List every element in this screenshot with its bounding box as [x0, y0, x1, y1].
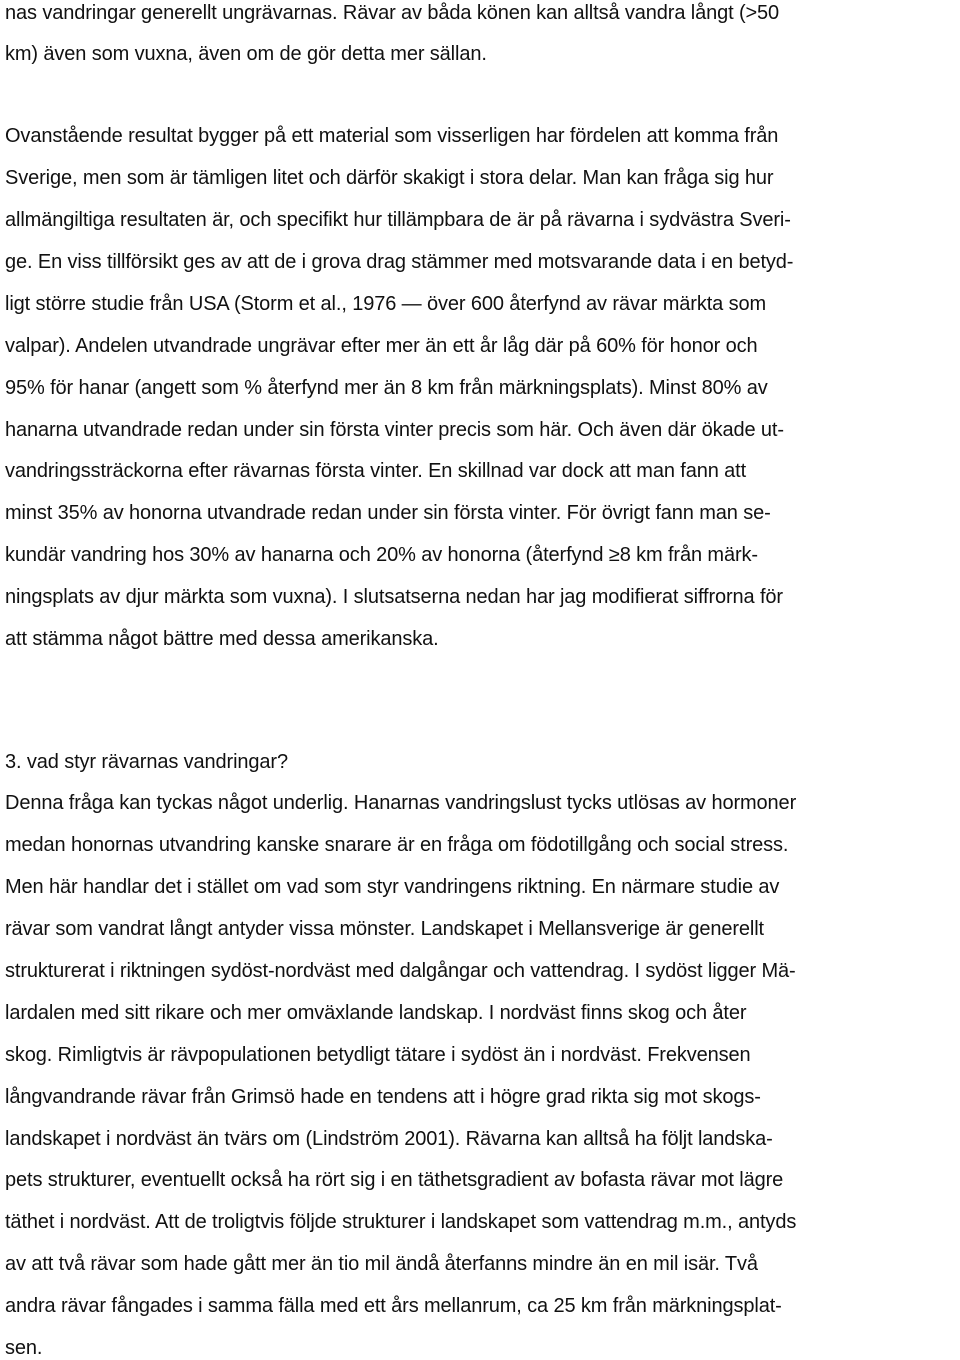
- document-page: [5, 0, 960, 1359]
- text-line: täthet i nordväst. Att de troligtvis följde strukturer i landskapet som vattendrag m.m., antyds: [5, 1211, 797, 1233]
- text-line: nas vandringar generellt ungrävarnas. Rävar av båda könen kan alltså vandra långt (>50: [5, 2, 780, 24]
- text-line: ningsplats av djur märkta som vuxna). I slutsatserna nedan har jag modifierat siffrorna för: [5, 586, 783, 608]
- text-line: landskapet i nordväst än tvärs om (Lindström 2001). Rävarna kan alltså ha följt landska-: [5, 1128, 773, 1150]
- text-line: km) även som vuxna, även om de gör detta mer sällan.: [5, 43, 487, 65]
- text-line: skog. Rimligtvis är rävpopulationen betydligt tätare i sydöst än i nordväst. Frekvensen: [5, 1044, 751, 1066]
- text-line: ge. En viss tillförsikt ges av att de i grova drag stämmer med motsvarande data i en betyd-: [5, 251, 794, 273]
- text-line: ligt större studie från USA (Storm et al., 1976 — över 600 återfynd av rävar märkta som: [5, 293, 766, 315]
- text-line: valpar). Andelen utvandrade ungrävar efter mer än ett år låg där på 60% för honor och: [5, 335, 758, 357]
- text-line: hanarna utvandrade redan under sin första vinter precis som här. Och även där ökade ut-: [5, 419, 784, 441]
- text-line: allmängiltiga resultaten är, och specifikt hur tillämpbara de är på rävarna i sydvästra Sveri-: [5, 209, 791, 231]
- text-line: av att två rävar som hade gått mer än tio mil ändå återfanns mindre än en mil isär. Två: [5, 1253, 758, 1275]
- text-line: lardalen med sitt rikare och mer omväxlande landskap. I nordväst finns skog och åter: [5, 1002, 747, 1024]
- text-line: långvandrande rävar från Grimsö hade en tendens att i högre grad rikta sig mot skogs-: [5, 1086, 761, 1108]
- text-line: andra rävar fångades i samma fälla med ett års mellanrum, ca 25 km från märkningsplat-: [5, 1295, 782, 1317]
- text-line: rävar som vandrat långt antyder vissa mönster. Landskapet i Mellansverige är generellt: [5, 918, 764, 940]
- text-line: sen.: [5, 1337, 43, 1359]
- text-line: kundär vandring hos 30% av hanarna och 20% av honorna (återfynd ≥8 km från märk-: [5, 544, 758, 566]
- text-line: 95% för hanar (angett som % återfynd mer än 8 km från märkningsplats). Minst 80% av: [5, 377, 768, 399]
- text-line: Sverige, men som är tämligen litet och därför skakigt i stora delar. Man kan fråga sig hur: [5, 167, 774, 189]
- text-line: strukturerat i riktningen sydöst-nordväst med dalgångar och vattendrag. I sydöst ligger Mä-: [5, 960, 796, 982]
- text-line: vandringssträckorna efter rävarnas första vinter. En skillnad var dock att man fann att: [5, 460, 747, 482]
- text-line: Denna fråga kan tyckas något underlig. Hanarnas vandringslust tycks utlösas av hormoner: [5, 792, 797, 814]
- text-line: minst 35% av honorna utvandrade redan under sin första vinter. För övrigt fann man se-: [5, 502, 771, 524]
- text-line: Ovanstående resultat bygger på ett material som visserligen har fördelen att komma från: [5, 125, 779, 147]
- text-line: pets strukturer, eventuellt också ha rört sig i en täthetsgradient av bofasta rävar mot lägre: [5, 1169, 784, 1191]
- section-heading: 3. vad styr rävarnas vandringar?: [5, 751, 288, 773]
- text-line: medan honornas utvandring kanske snarare är en fråga om födotillgång och social stress.: [5, 834, 789, 856]
- text-line: Men här handlar det i stället om vad som styr vandringens riktning. En närmare studie av: [5, 876, 780, 898]
- text-line: att stämma något bättre med dessa amerikanska.: [5, 628, 439, 650]
